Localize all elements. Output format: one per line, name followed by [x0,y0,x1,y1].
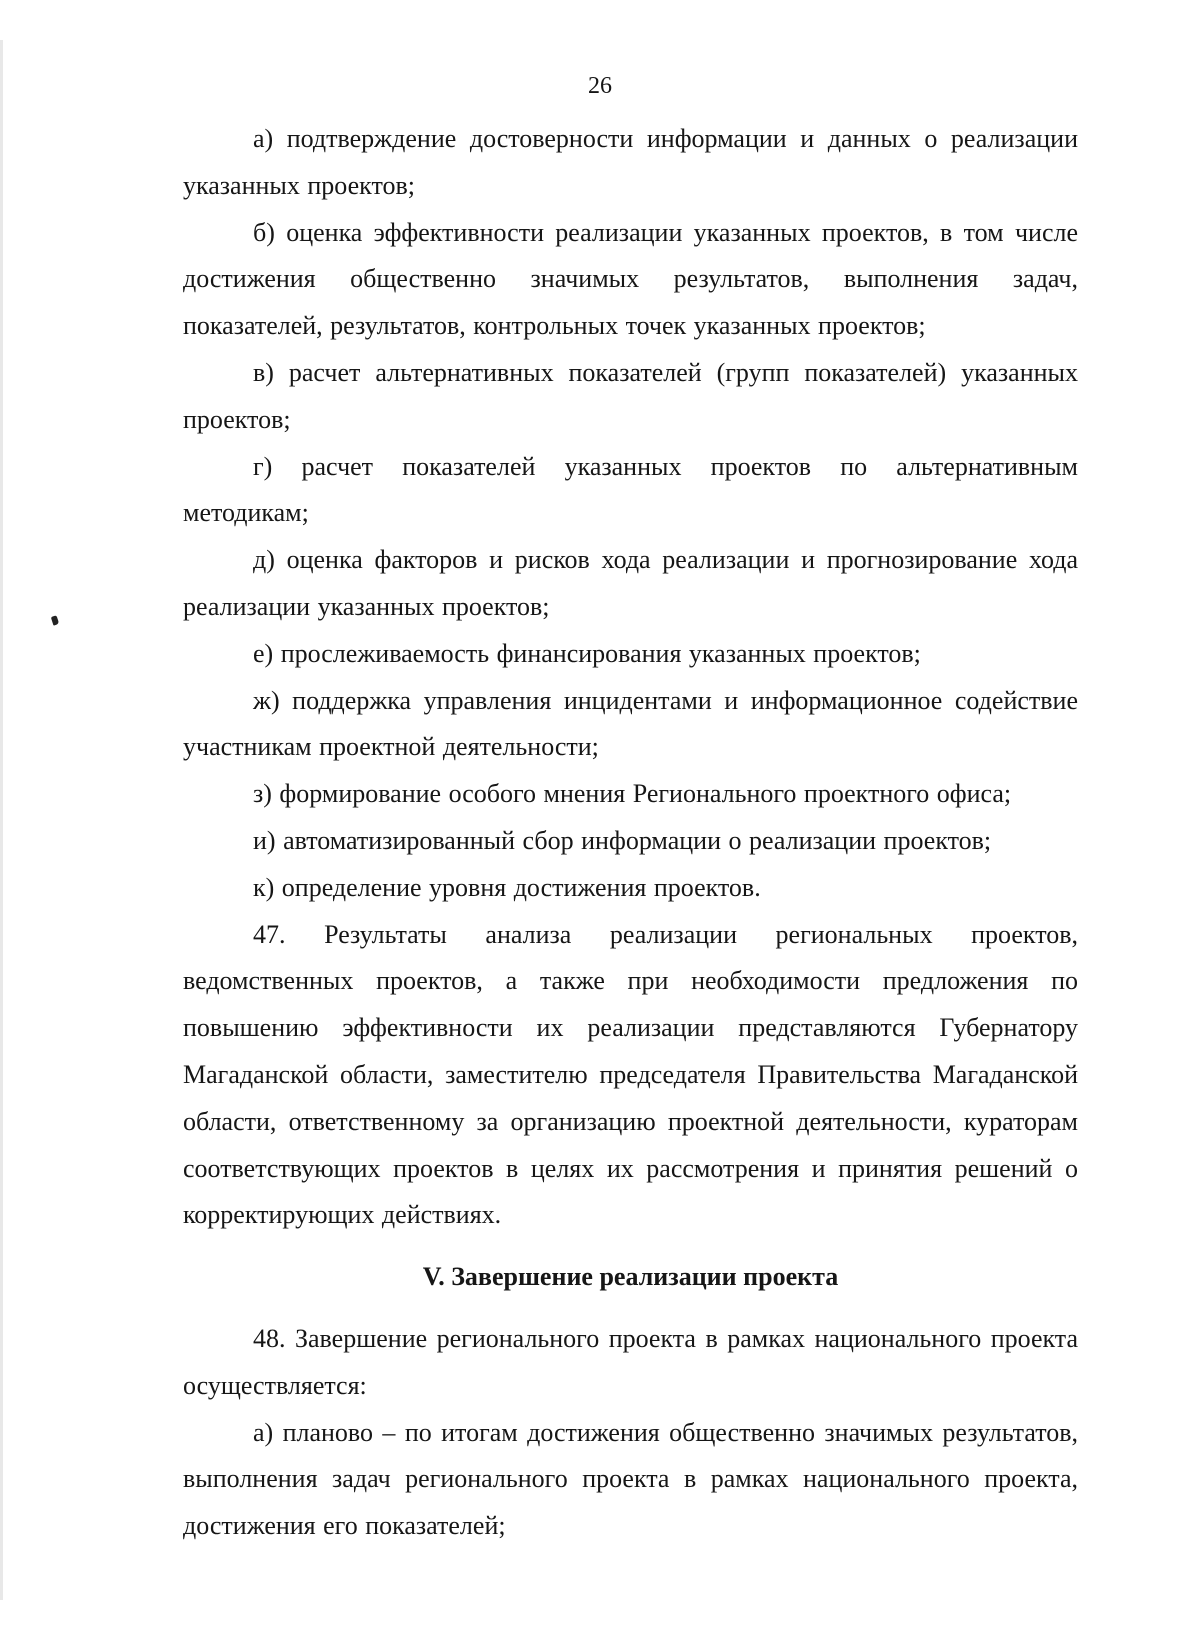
section-heading: V. Завершение реализации проекта [422,1262,839,1292]
paragraph-48: 48. Завершение регионального проекта в рамках национального проекта осуществляется: [183,1323,1078,1400]
paragraph-item-i: и) автоматизированный сбор информации о реализации проектов; [253,825,992,855]
document-body [183,116,1078,1550]
paragraph-48-item-a: а) планово – по итогам достижения общественно значимых результатов, выполнения задач регионального проекта в рамках национального проекта, достижения его показателей; [183,1417,1078,1541]
paragraph-item-b: б) оценка эффективности реализации указанных проектов, в том числе достижения общественно значимых результатов, выполнения задач, показателей, результатов, контрольных точек указанных проектов; [183,217,1078,341]
paragraph-item-zh: ж) поддержка управления инцидентами и информационное содействие участникам проектной деятельности; [183,685,1078,762]
paragraph-item-g: г) расчет показателей указанных проектов по альтернативным методикам; [183,451,1078,528]
paragraph-47: 47. Результаты анализа реализации региональных проектов, ведомственных проектов, а также при необходимости предложения по повышению эффективности их реализации представляются Губернатору Магаданской области, заместителю председателя Правительства Магаданской области, ответственному за организацию проектной деятельности, кураторам соответствующих проектов в целях их рассмотрения и принятия решений о корректирующих действиях. [183,919,1078,1230]
paragraph-item-k: к) определение уровня достижения проектов. [253,872,761,902]
page-number: 26 [588,73,612,99]
paragraph-item-d: д) оценка факторов и рисков хода реализации и прогнозирование хода реализации указанных проектов; [183,545,1078,621]
scan-edge-shadow [0,40,3,1600]
paragraph-item-v: в) расчет альтернативных показателей (групп показателей) указанных проектов; [183,357,1078,434]
paragraph-item-e: е) прослеживаемость финансирования указанных проектов; [253,638,921,668]
scan-artifact [51,615,59,625]
paragraph-item-a: а) подтверждение достоверности информации и данных о реализации указанных проектов; [183,124,1078,200]
paragraph-item-z: з) формирование особого мнения Регионального проектного офиса; [253,779,1012,809]
